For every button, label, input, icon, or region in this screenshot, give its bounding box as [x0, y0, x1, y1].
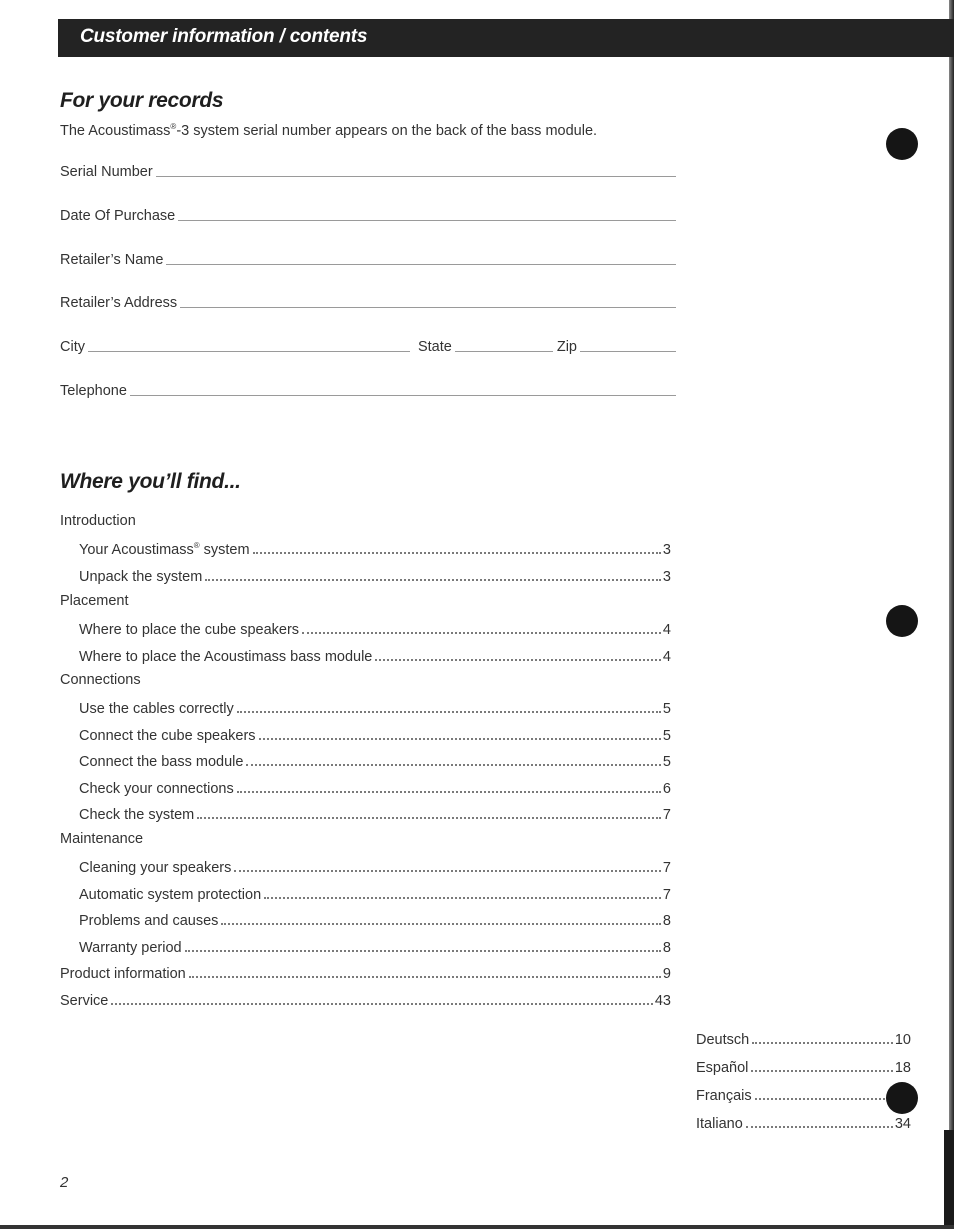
language-page: 10 [894, 1032, 911, 1048]
toc-item[interactable] [79, 803, 671, 823]
toc-page: 7 [662, 887, 671, 903]
toc-item-service[interactable] [60, 989, 671, 1009]
language-label: Français [696, 1088, 752, 1104]
toc-leader [185, 950, 661, 952]
toc-leader [746, 1126, 893, 1128]
records-intro [60, 122, 597, 139]
toc-page: 8 [662, 913, 671, 929]
header-title: Customer information / contents [80, 26, 368, 47]
toc-leader [755, 1098, 893, 1100]
toc-heading-placement: Placement [60, 593, 129, 609]
toc-item-label: Where to place the cube speakers [79, 622, 300, 638]
page-number: 2 [60, 1174, 69, 1191]
toc-page: 4 [662, 649, 671, 665]
toc-leader [751, 1070, 892, 1072]
city-label: City [60, 339, 85, 355]
toc-leader [234, 870, 661, 872]
toc-item-label: Use the cables correctly [79, 701, 234, 717]
toc-page: 4 [662, 622, 671, 638]
toc-heading-maintenance: Maintenance [60, 831, 144, 847]
toc-item[interactable] [79, 618, 671, 638]
language-item-francais[interactable] [696, 1084, 911, 1104]
telephone-label: Telephone [60, 383, 127, 399]
punch-hole-top [886, 128, 918, 160]
telephone-field[interactable] [60, 379, 676, 399]
toc-item-label: Automatic system protection [79, 887, 262, 903]
city-line[interactable] [88, 351, 410, 352]
toc-item[interactable] [79, 909, 671, 929]
page-edge-bottom [0, 1225, 954, 1229]
toc-leader [264, 897, 661, 899]
language-label: Italiano [696, 1116, 743, 1132]
toc-item[interactable] [79, 883, 671, 903]
serial-number-line[interactable] [156, 176, 676, 177]
toc-page: 43 [654, 993, 671, 1009]
toc-item-label-post: system [199, 542, 250, 558]
state-line[interactable] [455, 351, 553, 352]
retailer-name-label: Retailer’s Name [60, 252, 164, 268]
language-item-italiano[interactable] [696, 1112, 911, 1132]
language-item-deutsch[interactable] [696, 1028, 911, 1048]
toc-page: 7 [662, 807, 671, 823]
toc-item[interactable] [79, 645, 671, 665]
toc-item-label: Connect the cube speakers [79, 728, 256, 744]
intro-text-post: -3 system serial number appears on the back of the bass module. [176, 122, 598, 139]
toc-leader [302, 632, 661, 634]
toc-leader [189, 976, 661, 978]
contents-title: Where you’ll find... [60, 470, 241, 493]
toc-item-label: Your Acoustimass [79, 542, 194, 558]
toc-item[interactable] [79, 856, 671, 876]
toc-item-product-information[interactable] [60, 962, 671, 982]
toc-item-label: Connect the bass module [79, 754, 244, 770]
punch-hole-bottom [886, 1082, 918, 1114]
punch-hole-middle [886, 605, 918, 637]
language-item-espanol[interactable] [696, 1056, 911, 1076]
date-of-purchase-label: Date Of Purchase [60, 208, 176, 224]
language-label: Español [696, 1060, 749, 1076]
toc-leader [111, 1003, 653, 1005]
toc-page: 3 [662, 569, 671, 585]
retailer-name-field[interactable] [60, 248, 676, 268]
toc-item[interactable] [79, 750, 671, 770]
toc-item-label: Product information [60, 966, 186, 982]
toc-item-label: Warranty period [79, 940, 182, 956]
toc-item[interactable] [79, 697, 671, 717]
records-title: For your records [60, 89, 224, 112]
page-edge-right [949, 0, 954, 1229]
toc-leader [752, 1042, 893, 1044]
toc-leader [253, 552, 661, 554]
telephone-line[interactable] [130, 395, 676, 396]
state-label: State [417, 339, 452, 355]
registered-mark: ® [170, 122, 177, 131]
toc-item-label: Check the system [79, 807, 195, 823]
retailer-name-line[interactable] [166, 264, 676, 265]
toc-leader [259, 738, 661, 740]
toc-item-label: Where to place the Acoustimass bass module [79, 649, 373, 665]
serial-number-label: Serial Number [60, 164, 153, 180]
toc-item[interactable] [79, 724, 671, 744]
retailer-address-label: Retailer’s Address [60, 295, 178, 311]
toc-page: 6 [662, 781, 671, 797]
toc-page: 8 [662, 940, 671, 956]
zip-line[interactable] [580, 351, 676, 352]
header-bar [58, 19, 954, 57]
retailer-address-line[interactable] [180, 307, 676, 308]
toc-page: 5 [662, 701, 671, 717]
toc-leader [237, 711, 661, 713]
page-edge-shadow [944, 1130, 954, 1229]
toc-leader [221, 923, 660, 925]
retailer-address-field[interactable] [60, 291, 676, 311]
toc-leader [205, 579, 661, 581]
toc-item[interactable] [79, 538, 671, 558]
city-state-zip-row [60, 335, 676, 355]
toc-page: 7 [662, 860, 671, 876]
zip-label: Zip [556, 339, 577, 355]
toc-leader [375, 659, 661, 661]
toc-item-label: Cleaning your speakers [79, 860, 232, 876]
toc-heading-connections: Connections [60, 672, 141, 688]
date-of-purchase-field[interactable] [60, 204, 676, 224]
toc-item[interactable] [79, 936, 671, 956]
language-label: Deutsch [696, 1032, 750, 1048]
toc-leader [197, 817, 661, 819]
toc-page: 3 [662, 542, 671, 558]
serial-number-field[interactable] [60, 160, 676, 180]
toc-item-label: Service [60, 993, 109, 1009]
toc-item-label: Unpack the system [79, 569, 203, 585]
intro-text-pre: The Acoustimass [60, 122, 171, 139]
toc-leader [246, 764, 660, 766]
toc-item[interactable] [79, 565, 671, 585]
toc-item-label: Check your connections [79, 781, 234, 797]
toc-leader [237, 791, 661, 793]
toc-heading-introduction: Introduction [60, 513, 136, 529]
toc-page: 5 [662, 728, 671, 744]
date-of-purchase-line[interactable] [178, 220, 676, 221]
toc-page: 9 [662, 966, 671, 982]
toc-item-label: Problems and causes [79, 913, 219, 929]
toc-page: 5 [662, 754, 671, 770]
registered-mark: ® [193, 541, 200, 551]
toc-item[interactable] [79, 777, 671, 797]
language-page: 18 [894, 1060, 911, 1076]
language-page: 34 [894, 1116, 911, 1132]
